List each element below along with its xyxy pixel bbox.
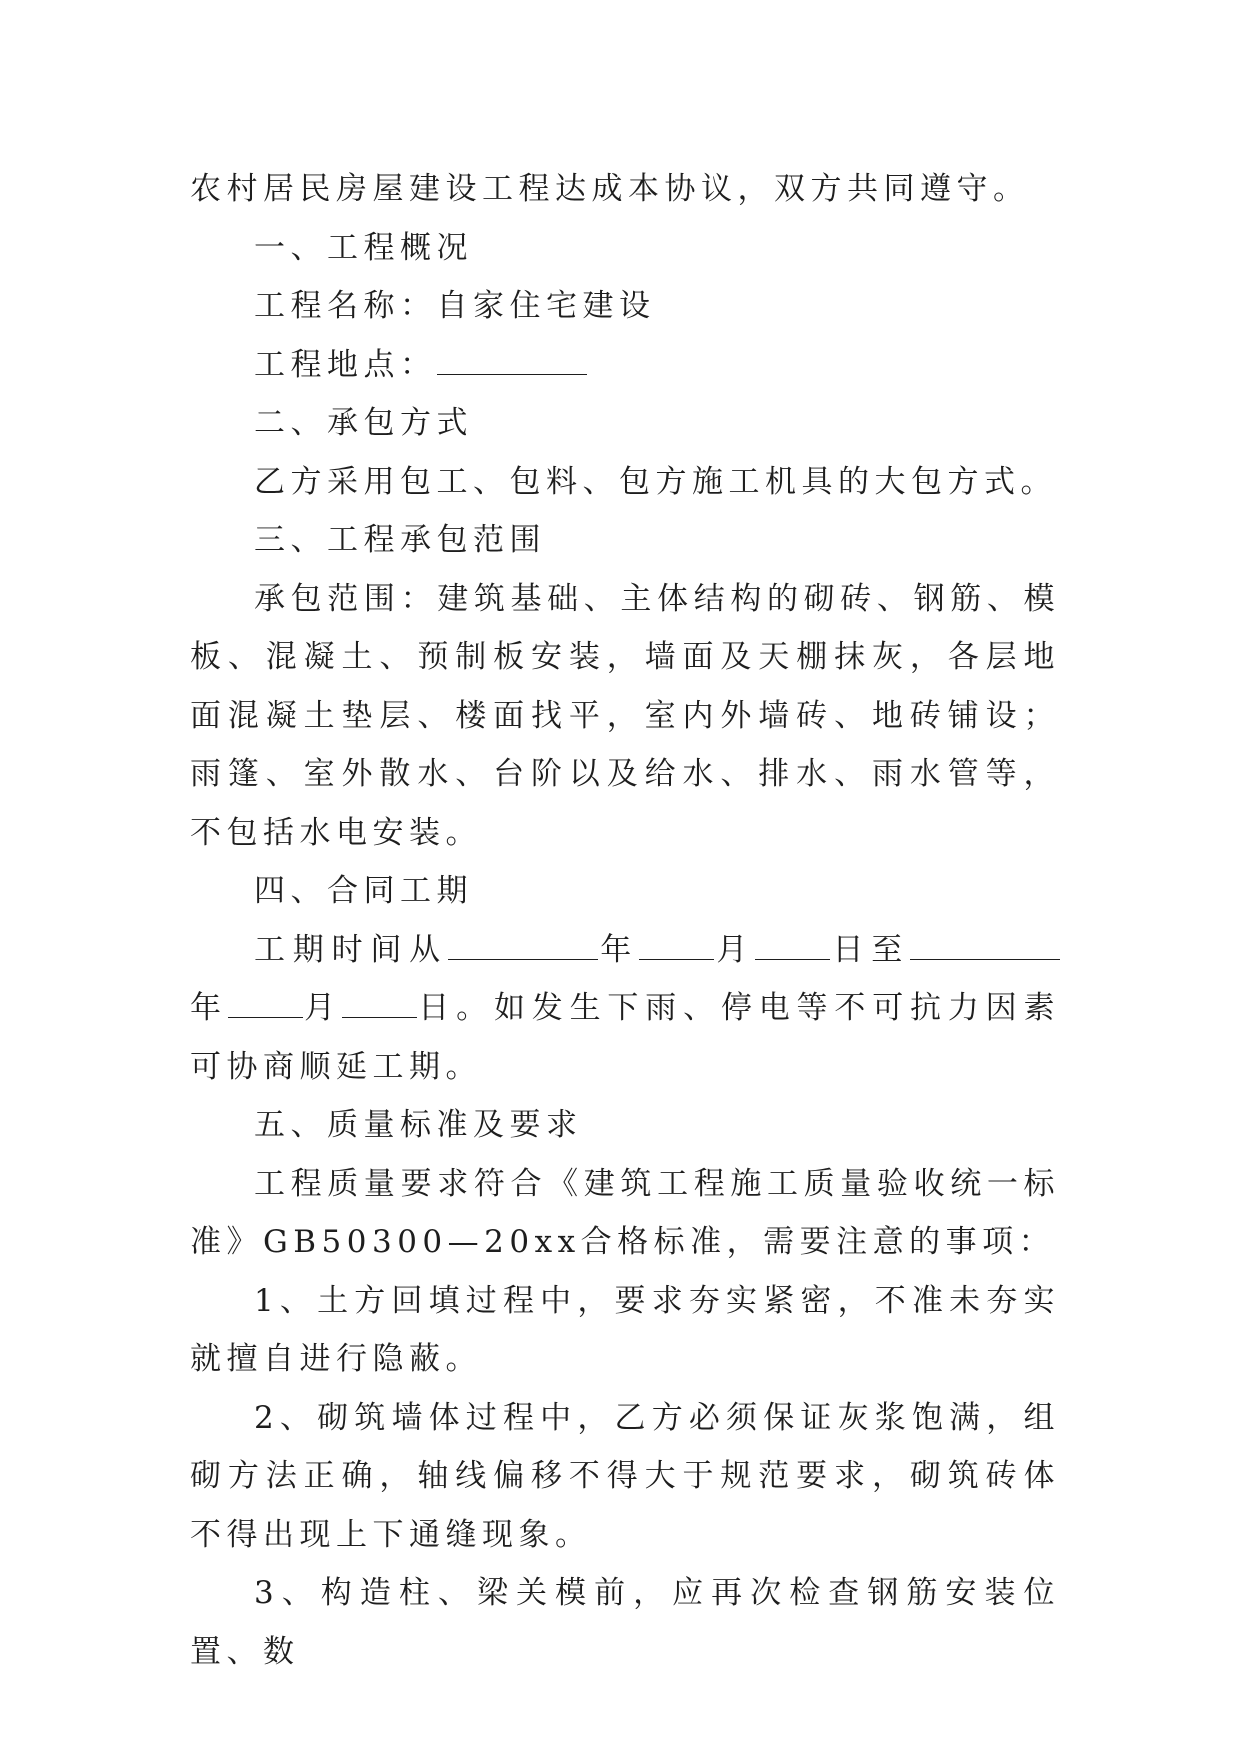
end-year-label: 年 xyxy=(190,990,228,1026)
section-1-heading: 一、工程概况 xyxy=(254,229,473,266)
document-body xyxy=(190,160,1060,1681)
section-5-heading: 五、质量标准及要求 xyxy=(254,1107,583,1143)
start-day-to-label: 日至 xyxy=(830,931,911,968)
start-month-label: 月 xyxy=(714,931,756,968)
section-2-body: 乙方采用包工、包料、包方施工机具的大包方式。 xyxy=(254,463,1057,500)
quality-item-1: 1、土方回填过程中，要求夯实紧密，不准未夯实就擅自进行隐蔽。 xyxy=(190,1282,1060,1377)
section-3-body: 承包范围：建筑基础、主体结构的砌砖、钢筋、模板、混凝土、预制板安装，墙面及天棚抹灰，各层地面混凝土垫层、楼面找平，室内外墙砖、地砖铺设；雨篷、室外散水、台阶以及给水、排水、雨水管等，不包括水电安装。 xyxy=(190,580,1060,851)
project-place-blank xyxy=(437,346,587,375)
start-year-blank xyxy=(448,931,598,960)
quality-item-3: 3、构造柱、梁关模前，应再次检查钢筋安装位置、数 xyxy=(190,1575,1060,1670)
project-name-label: 工程名称： xyxy=(254,288,437,324)
quality-item-2: 2、砌筑墙体过程中，乙方必须保证灰浆饱满，组砌方法正确，轴线偏移不得大于规范要求，砌筑砖体不得出现上下通缝现象。 xyxy=(190,1399,1060,1553)
period-from-label: 工期时间从 xyxy=(254,931,448,968)
intro-line: 农村居民房屋建设工程达成本协议，双方共同遵守。 xyxy=(190,171,1030,207)
start-month-blank xyxy=(639,931,714,960)
start-day-blank xyxy=(755,931,830,960)
end-day-blank xyxy=(342,989,417,1018)
section-5-body: 工程质量要求符合《建筑工程施工质量验收统一标准》GB50300—20xx合格标准，需要注意的事项： xyxy=(190,1165,1060,1260)
end-month-label: 月 xyxy=(302,990,342,1026)
section-4-heading: 四、合同工期 xyxy=(254,873,473,909)
end-year-blank xyxy=(910,931,1060,960)
period-tail-text: 日。如发生下雨、停电等不可抗力因素可协商顺延工期。 xyxy=(190,990,1061,1085)
project-place-label: 工程地点： xyxy=(254,346,437,383)
section-3-heading: 三、工程承包范围 xyxy=(254,522,546,558)
start-year-label: 年 xyxy=(597,931,640,968)
end-month-blank xyxy=(228,989,303,1018)
section-4-body xyxy=(190,921,1060,1097)
section-2-heading: 二、承包方式 xyxy=(254,405,473,441)
project-name-value: 自家住宅建设 xyxy=(436,288,656,324)
project-name-line xyxy=(190,277,1060,336)
project-place-line xyxy=(190,336,1060,395)
